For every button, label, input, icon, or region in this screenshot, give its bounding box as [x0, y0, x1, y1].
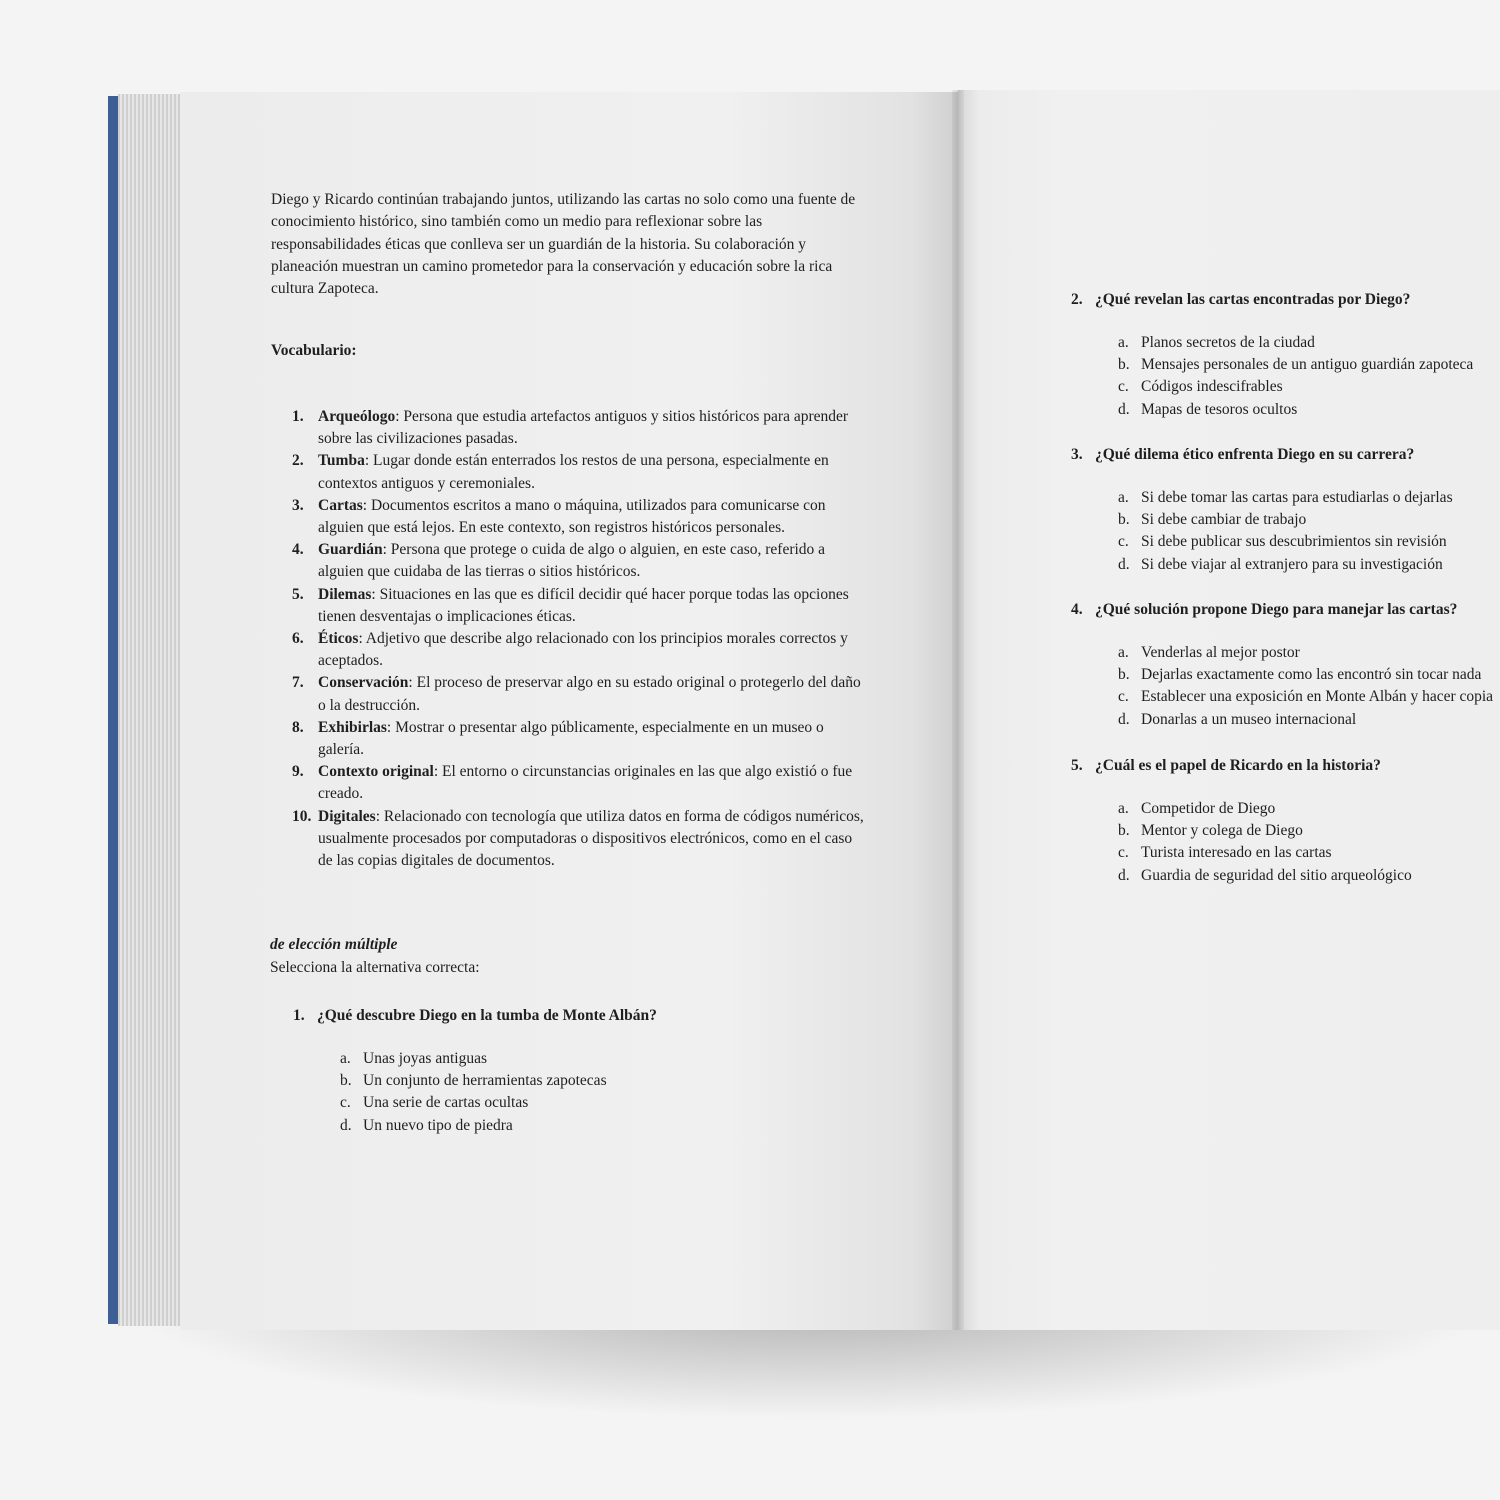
question-1-options: [340, 1048, 657, 1137]
vocab-number: 4.: [292, 541, 304, 559]
vocab-definition: : Persona que protege o cuida de algo o alguien, en este caso, referido a alguien que cuidaba de las tierras o sitios históricos.: [318, 541, 826, 581]
vocab-definition: : Adjetivo que describe algo relacionado con los principios morales correctos y aceptados.: [318, 630, 848, 670]
vocab-number: 7.: [292, 674, 304, 692]
option-d: [1118, 399, 1473, 421]
vocab-term: Digitales: [318, 807, 376, 825]
option-letter: b.: [340, 1072, 352, 1090]
option-text: Mapas de tesoros ocultos: [1141, 400, 1298, 418]
option-text: Venderlas al mejor postor: [1141, 644, 1300, 661]
question-4-options: [1118, 642, 1493, 731]
question-5-options: [1118, 798, 1412, 887]
vocab-entry: [318, 628, 867, 672]
option-b: [1118, 354, 1473, 376]
option-letter: b.: [1118, 511, 1130, 529]
option-text: Mentor y colega de Diego: [1141, 822, 1303, 840]
option-text: Competidor de Diego: [1141, 800, 1276, 817]
option-text: Mensajes personales de un antiguo guardián zapoteca: [1141, 356, 1474, 374]
vocab-number: 9.: [292, 763, 304, 781]
vocab-term: Exhibirlas: [318, 718, 387, 736]
question-5: [1071, 755, 1412, 887]
option-b: [1118, 664, 1493, 686]
vocab-term: Conservación: [318, 674, 409, 692]
vocab-definition: : Lugar donde están enterrados los restos de una persona, especialmente en contextos antiguos y ceremoniales.: [318, 452, 829, 492]
option-text: Turista interesado en las cartas: [1141, 844, 1332, 862]
quiz-section-title: de elección múltiple: [270, 936, 398, 953]
option-letter: d.: [1118, 400, 1130, 418]
option-letter: a.: [1118, 334, 1129, 351]
vocab-entry: [318, 806, 867, 873]
vocab-definition: : Relacionado con tecnología que utiliza datos en forma de códigos numéricos, usualmente procesados por computadoras o dispositivos electrónicos, como en el caso de las copias digitales de documentos.: [318, 807, 864, 870]
option-letter: d.: [1118, 710, 1130, 728]
option-text: Dejarlas exactamente como las encontró sin tocar nada: [1141, 666, 1482, 684]
option-letter: c.: [1118, 533, 1129, 551]
option-d: [1118, 709, 1493, 731]
option-text: Si debe viajar al extranjero para su investigación: [1141, 555, 1443, 573]
option-text: Un nuevo tipo de piedra: [363, 1116, 513, 1134]
vocabulary-list: [292, 406, 867, 872]
option-letter: a.: [1118, 489, 1129, 506]
vocab-term: Cartas: [318, 496, 363, 514]
option-a: [340, 1048, 657, 1070]
vocab-entry: [318, 495, 867, 539]
option-letter: a.: [1118, 800, 1129, 817]
vocab-entry: [318, 584, 867, 628]
vocabulary-heading: Vocabulario:: [271, 342, 357, 359]
option-b: [1118, 820, 1412, 842]
option-letter: b.: [1118, 822, 1130, 840]
vocab-number: 10.: [292, 807, 312, 825]
question-number: 5.: [1071, 757, 1083, 774]
vocab-definition: : Persona que estudia artefactos antiguos y sitios históricos para aprender sobre las civilizaciones pasadas.: [318, 408, 849, 448]
option-letter: d.: [1118, 866, 1130, 884]
question-number: 2.: [1071, 291, 1083, 308]
question-5-text: [1071, 755, 1412, 777]
question-3-text: [1071, 444, 1453, 466]
option-letter: d.: [1118, 555, 1130, 573]
book-cover-edge: [108, 96, 118, 1324]
option-c: [1118, 686, 1493, 708]
vocab-definition: : El entorno o circunstancias originales en las que algo existió o fue creado.: [318, 763, 853, 803]
vocab-definition: : Situaciones en las que es difícil decidir qué hacer porque todas las opciones tienen desventajas o implicaciones éticas.: [318, 585, 849, 625]
book-gutter: [952, 90, 964, 1330]
option-d: [340, 1115, 657, 1137]
vocab-number: 8.: [292, 718, 304, 736]
question-label: ¿Qué descubre Diego en la tumba de Monte Albán?: [317, 1007, 657, 1024]
question-1: [293, 1005, 657, 1137]
vocabulary-item: [292, 628, 867, 672]
question-2-text: [1071, 289, 1473, 311]
option-letter: c.: [1118, 378, 1129, 396]
option-letter: c.: [1118, 688, 1129, 706]
option-text: Unas joyas antiguas: [363, 1050, 487, 1067]
vocab-entry: [318, 406, 867, 450]
vocabulary-item: [292, 495, 867, 539]
question-2: [1071, 289, 1473, 421]
option-letter: b.: [1118, 356, 1130, 374]
vocab-term: Dilemas: [318, 585, 372, 603]
option-a: [1118, 642, 1493, 664]
vocab-number: 5.: [292, 585, 304, 603]
vocabulary-item: [292, 806, 867, 873]
option-c: [1118, 531, 1453, 553]
option-text: Guardia de seguridad del sitio arqueológico: [1141, 866, 1412, 884]
question-number: 3.: [1071, 446, 1083, 463]
vocab-number: 1.: [292, 408, 304, 425]
vocab-number: 3.: [292, 496, 304, 514]
question-label: ¿Cuál es el papel de Ricardo en la historia?: [1095, 757, 1381, 774]
vocab-entry: [318, 672, 867, 716]
vocab-number: 6.: [292, 630, 304, 648]
option-text: Códigos indescifrables: [1141, 378, 1283, 396]
question-number: 1.: [293, 1007, 305, 1024]
vocabulary-item: [292, 672, 867, 716]
option-b: [340, 1070, 657, 1092]
vocab-term: Arqueólogo: [318, 408, 396, 425]
quiz-instruction: Selecciona la alternativa correcta:: [270, 959, 480, 976]
question-number: 4.: [1071, 601, 1083, 618]
page-stack-edges: [118, 94, 182, 1326]
option-text: Un conjunto de herramientas zapotecas: [363, 1072, 607, 1090]
right-page: [958, 90, 1500, 1330]
question-3-options: [1118, 487, 1453, 576]
question-2-options: [1118, 332, 1473, 421]
option-letter: d.: [340, 1116, 352, 1134]
vocab-number: 2.: [292, 452, 304, 470]
option-c: [1118, 842, 1412, 864]
option-c: [1118, 376, 1473, 398]
option-a: [1118, 798, 1412, 820]
vocabulary-item: [292, 406, 867, 450]
vocab-entry: [318, 539, 867, 583]
vocabulary-item: [292, 584, 867, 628]
question-label: ¿Qué dilema ético enfrenta Diego en su carrera?: [1095, 446, 1415, 463]
option-letter: c.: [1118, 844, 1129, 862]
option-text: Si debe cambiar de trabajo: [1141, 511, 1307, 529]
option-letter: a.: [1118, 644, 1129, 661]
vocabulary-item: [292, 761, 867, 805]
option-text: Establecer una exposición en Monte Albán y hacer copia: [1141, 688, 1494, 706]
vocab-entry: [318, 717, 867, 761]
intro-paragraph: Diego y Ricardo continúan trabajando juntos, utilizando las cartas no solo como una fuente de conocimiento histórico, sino también como un medio para reflexionar sobre las responsabilidades éticas que conlleva ser un guardián de la historia. Su colaboración y planeación muestran un camino prometedor para la conservación y educación sobre la rica cultura Zapoteca.: [271, 191, 856, 298]
option-letter: a.: [340, 1050, 351, 1067]
option-text: Donarlas a un museo internacional: [1141, 710, 1357, 728]
vocab-definition: : Documentos escritos a mano o máquina, utilizados para comunicarse con alguien que está lejos. En este contexto, son registros históricos personales.: [318, 496, 826, 537]
question-label: ¿Qué revelan las cartas encontradas por Diego?: [1095, 291, 1411, 308]
vocab-term: Éticos: [318, 630, 359, 648]
option-letter: b.: [1118, 666, 1130, 684]
option-a: [1118, 487, 1453, 509]
vocab-entry: [318, 761, 867, 805]
question-4: [1071, 599, 1493, 731]
option-b: [1118, 509, 1453, 531]
question-label: ¿Qué solución propone Diego para manejar las cartas?: [1095, 601, 1458, 618]
option-letter: c.: [340, 1094, 351, 1112]
question-4-text: [1071, 599, 1493, 621]
vocabulary-item: [292, 450, 867, 494]
vocab-definition: : El proceso de preservar algo en su estado original o protegerlo del daño o la destrucción.: [318, 674, 861, 714]
vocabulary-item: [292, 539, 867, 583]
option-c: [340, 1092, 657, 1114]
option-a: [1118, 332, 1473, 354]
vocab-definition: : Mostrar o presentar algo públicamente, especialmente en un museo o galería.: [318, 718, 824, 759]
question-1-text: [293, 1005, 657, 1027]
question-3: [1071, 444, 1453, 576]
option-text: Si debe publicar sus descubrimientos sin revisión: [1141, 533, 1447, 551]
vocab-term: Tumba: [318, 452, 365, 470]
vocab-term: Guardián: [318, 541, 383, 559]
option-text: Si debe tomar las cartas para estudiarlas o dejarlas: [1141, 489, 1453, 506]
option-d: [1118, 554, 1453, 576]
vocab-term: Contexto original: [318, 763, 434, 781]
option-text: Una serie de cartas ocultas: [363, 1094, 529, 1112]
vocab-entry: [318, 450, 867, 494]
vocabulary-item: [292, 717, 867, 761]
option-text: Planos secretos de la ciudad: [1141, 334, 1315, 351]
option-d: [1118, 865, 1412, 887]
